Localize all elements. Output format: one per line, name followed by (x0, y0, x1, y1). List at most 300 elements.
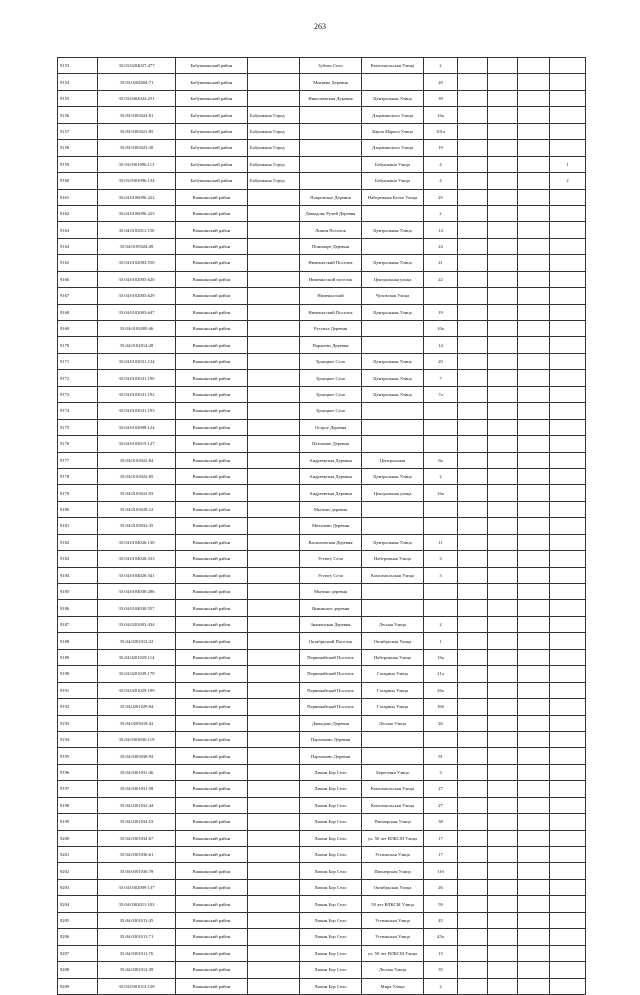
cadastral-number-cell: 35:04:0302009:137 (98, 879, 176, 895)
building-cell (458, 107, 488, 123)
cadastral-number-cell: 35:04:0301012:39 (98, 962, 176, 978)
street-cell: Гагарина Улица (362, 666, 424, 682)
table-row (58, 879, 586, 895)
row-number-cell: 9194 (58, 731, 98, 747)
cadastral-number-cell: 35:04:0102031:134 (98, 353, 176, 369)
house-number-cell: 3 (424, 551, 458, 567)
row-number-cell: 9165 (58, 255, 98, 271)
cadastral-number-cell: 35:04:0102008:124 (98, 419, 176, 435)
row-number-cell: 9164 (58, 238, 98, 254)
cadastral-number-cell: 35:04:0102003:647 (98, 304, 176, 320)
row-number-cell: 9191 (58, 682, 98, 698)
building-cell (458, 255, 488, 271)
building-cell (458, 731, 488, 747)
row-number-cell: 9161 (58, 189, 98, 205)
block-cell (488, 337, 518, 353)
block-cell (488, 567, 518, 583)
house-number-cell (424, 403, 458, 419)
district-cell: Вашкинский район (176, 863, 248, 879)
house-number-cell: 4 (424, 173, 458, 189)
apartment-cell (518, 403, 550, 419)
table-row (58, 468, 586, 484)
table-row (58, 107, 586, 123)
settlement-cell: Липин Бор Село (300, 978, 362, 994)
house-number-cell: 15 (424, 945, 458, 961)
cadastral-number-cell: 35:03:0303023:30 (98, 140, 176, 156)
block-cell (488, 90, 518, 106)
table-row (58, 436, 586, 452)
block-cell (488, 699, 518, 715)
building-cell (458, 288, 488, 304)
city-cell: Бабушкино Город (248, 156, 300, 172)
street-cell: Лесная Улица (362, 962, 424, 978)
district-cell: Вашкинский район (176, 436, 248, 452)
house-number-cell: 101а (424, 123, 458, 139)
row-number-cell: 9203 (58, 879, 98, 895)
building-cell (458, 74, 488, 90)
room-cell (550, 929, 586, 945)
apartment-cell (518, 945, 550, 961)
block-cell (488, 945, 518, 961)
apartment-cell (518, 74, 550, 90)
row-number-cell: 9188 (58, 633, 98, 649)
building-cell (458, 304, 488, 320)
room-cell (550, 912, 586, 928)
house-number-cell: 24 (424, 238, 458, 254)
apartment-cell (518, 534, 550, 550)
block-cell (488, 222, 518, 238)
row-number-cell: 9155 (58, 90, 98, 106)
settlement-cell: Октябрьский Поселок (300, 633, 362, 649)
block-cell (488, 468, 518, 484)
block-cell (488, 616, 518, 632)
building-cell (458, 666, 488, 682)
apartment-cell (518, 879, 550, 895)
block-cell (488, 534, 518, 550)
settlement-cell: Первомайский Поселок (300, 649, 362, 665)
city-cell (248, 403, 300, 419)
table-row (58, 912, 586, 928)
row-number-cell: 9172 (58, 370, 98, 386)
table-row (58, 485, 586, 501)
settlement-cell: Нименьгский (300, 288, 362, 304)
row-number-cell: 9207 (58, 945, 98, 961)
house-number-cell: 20 (424, 353, 458, 369)
house-number-cell (424, 518, 458, 534)
district-cell: Вашкинский район (176, 912, 248, 928)
house-number-cell: 26 (424, 879, 458, 895)
room-cell (550, 501, 586, 517)
apartment-cell (518, 847, 550, 863)
block-cell (488, 978, 518, 994)
table-row (58, 814, 586, 830)
building-cell (458, 534, 488, 550)
cadastral-number-cell: 35:04:0104030:557 (98, 600, 176, 616)
apartment-cell (518, 551, 550, 567)
settlement-cell: Митяево Деревня (300, 74, 362, 90)
city-cell (248, 370, 300, 386)
district-cell: Вашкинский район (176, 781, 248, 797)
table-row (58, 288, 586, 304)
house-number-cell (424, 584, 458, 600)
house-number-cell: 16б (424, 699, 458, 715)
room-cell (550, 616, 586, 632)
city-cell (248, 255, 300, 271)
row-number-cell: 9197 (58, 781, 98, 797)
house-number-cell: 26а (424, 682, 458, 698)
street-cell (362, 403, 424, 419)
row-number-cell: 9201 (58, 847, 98, 863)
settlement-cell: Троицкое Село (300, 403, 362, 419)
row-number-cell: 9178 (58, 468, 98, 484)
city-cell (248, 551, 300, 567)
city-cell (248, 452, 300, 468)
apartment-cell (518, 255, 550, 271)
block-cell (488, 419, 518, 435)
block-cell (488, 830, 518, 846)
row-number-cell: 9181 (58, 518, 98, 534)
table-row (58, 847, 586, 863)
street-cell (362, 600, 424, 616)
street-cell: Устюжская Улица (362, 929, 424, 945)
block-cell (488, 649, 518, 665)
street-cell: Центральная Улица (362, 304, 424, 320)
cadastral-number-cell: 35:04:0201029:94 (98, 699, 176, 715)
settlement-cell: Липин Бор Село (300, 797, 362, 813)
city-cell (248, 222, 300, 238)
apartment-cell (518, 156, 550, 172)
apartment-cell (518, 436, 550, 452)
cadastral-number-cell: 35:04:0103032:35 (98, 518, 176, 534)
row-number-cell: 9180 (58, 501, 98, 517)
cadastral-number-cell: 35:04:0301011:45 (98, 912, 176, 928)
apartment-cell (518, 288, 550, 304)
settlement-cell: Липин Бор Село (300, 781, 362, 797)
district-cell: Вашкинский район (176, 584, 248, 600)
cadastral-number-cell: 35:04:0201003:434 (98, 616, 176, 632)
table-row (58, 731, 586, 747)
table-row (58, 370, 586, 386)
street-cell: Бабушкина Улица (362, 156, 424, 172)
room-cell (550, 123, 586, 139)
district-cell: Вашкинский район (176, 271, 248, 287)
row-number-cell: 9177 (58, 452, 98, 468)
building-cell (458, 173, 488, 189)
district-cell: Вашкинский район (176, 978, 248, 994)
settlement-cell: Липин Бор Село (300, 863, 362, 879)
house-number-cell: 27 (424, 797, 458, 813)
street-cell: Дзержинского Улица (362, 140, 424, 156)
cadastral-number-cell: 35:04:0201013:22 (98, 633, 176, 649)
room-cell (550, 649, 586, 665)
city-cell (248, 288, 300, 304)
row-number-cell: 9190 (58, 666, 98, 682)
street-cell: Лесная Улица (362, 616, 424, 632)
city-cell (248, 584, 300, 600)
apartment-cell (518, 419, 550, 435)
room-cell (550, 847, 586, 863)
cadastral-number-cell: 35:04:0106096:222 (98, 189, 176, 205)
city-cell (248, 929, 300, 945)
cadastral-number-cell: 35:04:0102003:629 (98, 288, 176, 304)
street-cell (362, 436, 424, 452)
row-number-cell: 9193 (58, 715, 98, 731)
city-cell (248, 386, 300, 402)
cadastral-number-cell: 35:04:0201029:179 (98, 666, 176, 682)
cadastral-number-cell: 35:03:0402022:251 (98, 90, 176, 106)
district-cell: Вашкинский район (176, 370, 248, 386)
apartment-cell (518, 863, 550, 879)
table-row (58, 140, 586, 156)
house-number-cell: 59 (424, 896, 458, 912)
apartment-cell (518, 321, 550, 337)
room-cell (550, 321, 586, 337)
building-cell (458, 781, 488, 797)
house-number-cell: 7а (424, 386, 458, 402)
street-cell (362, 238, 424, 254)
settlement-cell (300, 123, 362, 139)
building-cell (458, 140, 488, 156)
apartment-cell (518, 140, 550, 156)
row-number-cell: 9196 (58, 764, 98, 780)
page-number: 263 (314, 22, 326, 31)
room-cell (550, 370, 586, 386)
block-cell (488, 288, 518, 304)
settlement-cell: Пархомово Деревня (300, 748, 362, 764)
table-row (58, 222, 586, 238)
building-cell (458, 353, 488, 369)
house-number-cell (424, 600, 458, 616)
block-cell (488, 123, 518, 139)
street-cell: Гагарина Улица (362, 682, 424, 698)
table-row (58, 781, 586, 797)
block-cell (488, 912, 518, 928)
settlement-cell: Липин Бор Село (300, 945, 362, 961)
city-cell (248, 501, 300, 517)
table-row (58, 764, 586, 780)
table-row (58, 386, 586, 402)
street-cell: Мира Улица (362, 978, 424, 994)
street-cell (362, 321, 424, 337)
row-number-cell: 9171 (58, 353, 98, 369)
district-cell: Бабушкинский район (176, 74, 248, 90)
settlement-cell: Пахомово Деревня (300, 436, 362, 452)
street-cell: Центральная Улица (362, 90, 424, 106)
settlement-cell: Покровское Деревня (300, 189, 362, 205)
district-cell: Вашкинский район (176, 321, 248, 337)
house-number-cell: 16а (424, 485, 458, 501)
district-cell: Бабушкинский район (176, 90, 248, 106)
room-cell (550, 682, 586, 698)
city-cell (248, 649, 300, 665)
apartment-cell (518, 222, 550, 238)
building-cell (458, 551, 488, 567)
city-cell: Бабушкино Город (248, 173, 300, 189)
house-number-cell: 26 (424, 715, 458, 731)
city-cell (248, 205, 300, 221)
building-cell (458, 649, 488, 665)
house-number-cell (424, 436, 458, 452)
district-cell: Вашкинский район (176, 386, 248, 402)
apartment-cell (518, 337, 550, 353)
block-cell (488, 814, 518, 830)
house-number-cell: 11б (424, 863, 458, 879)
room-cell (550, 518, 586, 534)
apartment-cell (518, 715, 550, 731)
street-cell: Центральная Улица (362, 468, 424, 484)
city-cell (248, 271, 300, 287)
house-number-cell: 38 (424, 814, 458, 830)
district-cell: Вашкинский район (176, 337, 248, 353)
room-cell (550, 896, 586, 912)
district-cell: Вашкинский район (176, 699, 248, 715)
building-cell (458, 452, 488, 468)
room-cell (550, 140, 586, 156)
cadastral-number-cell: 35:04:0303038:93 (98, 748, 176, 764)
cadastral-number-cell: 35:04:0301011:71 (98, 929, 176, 945)
row-number-cell: 9176 (58, 436, 98, 452)
block-cell (488, 879, 518, 895)
district-cell: Вашкинский район (176, 419, 248, 435)
house-number-cell (424, 288, 458, 304)
table-row (58, 238, 586, 254)
district-cell: Вашкинский район (176, 304, 248, 320)
building-cell (458, 436, 488, 452)
settlement-cell (300, 107, 362, 123)
row-number-cell: 9209 (58, 978, 98, 994)
table-row (58, 337, 586, 353)
table-row (58, 173, 586, 189)
apartment-cell (518, 962, 550, 978)
row-number-cell: 9156 (58, 107, 98, 123)
city-cell (248, 879, 300, 895)
building-cell (458, 403, 488, 419)
building-cell (458, 90, 488, 106)
row-number-cell: 9186 (58, 600, 98, 616)
building-cell (458, 896, 488, 912)
room-cell (550, 748, 586, 764)
block-cell (488, 962, 518, 978)
city-cell (248, 189, 300, 205)
district-cell: Вашкинский район (176, 255, 248, 271)
block-cell (488, 929, 518, 945)
house-number-cell: 2 (424, 616, 458, 632)
settlement-cell: Рустиха Деревня (300, 321, 362, 337)
house-number-cell: 19 (424, 304, 458, 320)
row-number-cell: 9167 (58, 288, 98, 304)
apartment-cell (518, 584, 550, 600)
block-cell (488, 731, 518, 747)
block-cell (488, 584, 518, 600)
cadastral-number-cell: 35:04:0301031:58 (98, 781, 176, 797)
apartment-cell (518, 485, 550, 501)
district-cell: Вашкинский район (176, 748, 248, 764)
street-cell: Набережная Улица (362, 551, 424, 567)
block-cell (488, 551, 518, 567)
settlement-cell: Андреевская Деревня (300, 468, 362, 484)
room-cell (550, 288, 586, 304)
house-number-cell: 4 (424, 156, 458, 172)
district-cell: Вашкинский район (176, 797, 248, 813)
apartment-cell (518, 518, 550, 534)
cadastral-number-cell: 35:03:0204004:71 (98, 74, 176, 90)
row-number-cell: 9174 (58, 403, 98, 419)
city-cell (248, 978, 300, 994)
cadastral-number-cell: 35:04:0102031:190 (98, 370, 176, 386)
district-cell: Вашкинский район (176, 518, 248, 534)
building-cell (458, 929, 488, 945)
settlement-cell: Знаменская Деревня (300, 616, 362, 632)
building-cell (458, 567, 488, 583)
building-cell (458, 518, 488, 534)
settlement-cell: Первомайский Поселок (300, 666, 362, 682)
row-number-cell: 9199 (58, 814, 98, 830)
row-number-cell: 9189 (58, 649, 98, 665)
settlement-cell: Липин Бор Село (300, 912, 362, 928)
row-number-cell: 9159 (58, 156, 98, 172)
table-row (58, 534, 586, 550)
street-cell: Комсомольская Улица (362, 797, 424, 813)
house-number-cell: 20 (424, 74, 458, 90)
block-cell (488, 682, 518, 698)
block-cell (488, 847, 518, 863)
city-cell (248, 699, 300, 715)
table-row (58, 304, 586, 320)
house-number-cell: 8а (424, 452, 458, 468)
settlement-cell: Липин Бор Село (300, 879, 362, 895)
room-cell (550, 715, 586, 731)
room-cell (550, 419, 586, 435)
table-row (58, 189, 586, 205)
apartment-cell (518, 600, 550, 616)
city-cell (248, 90, 300, 106)
building-cell (458, 863, 488, 879)
settlement-cell: Липин Бор Село (300, 929, 362, 945)
block-cell (488, 321, 518, 337)
cadastral-number-cell: 35:04:0301034:67 (98, 830, 176, 846)
block-cell (488, 271, 518, 287)
district-cell: Бабушкинский район (176, 156, 248, 172)
building-cell (458, 978, 488, 994)
city-cell (248, 321, 300, 337)
row-number-cell: 9179 (58, 485, 98, 501)
block-cell (488, 173, 518, 189)
apartment-cell (518, 830, 550, 846)
building-cell (458, 830, 488, 846)
row-number-cell: 9192 (58, 699, 98, 715)
block-cell (488, 501, 518, 517)
room-cell (550, 58, 586, 74)
street-cell (362, 731, 424, 747)
apartment-cell (518, 633, 550, 649)
house-number-cell: 22 (424, 271, 458, 287)
block-cell (488, 436, 518, 452)
table-row (58, 962, 586, 978)
city-cell (248, 485, 300, 501)
street-cell: Комсомольская Улица (362, 781, 424, 797)
room-cell (550, 255, 586, 271)
cadastral-number-cell: 35:04:0104026:130 (98, 534, 176, 550)
apartment-cell (518, 978, 550, 994)
table-row (58, 321, 586, 337)
table-row (58, 156, 586, 172)
city-cell (248, 896, 300, 912)
city-cell (248, 945, 300, 961)
cadastral-number-cell: 35:04:0104026:341 (98, 567, 176, 583)
settlement-cell: Мытино деревня (300, 584, 362, 600)
settlement-cell: Васильевская Деревня (300, 534, 362, 550)
table-row (58, 715, 586, 731)
